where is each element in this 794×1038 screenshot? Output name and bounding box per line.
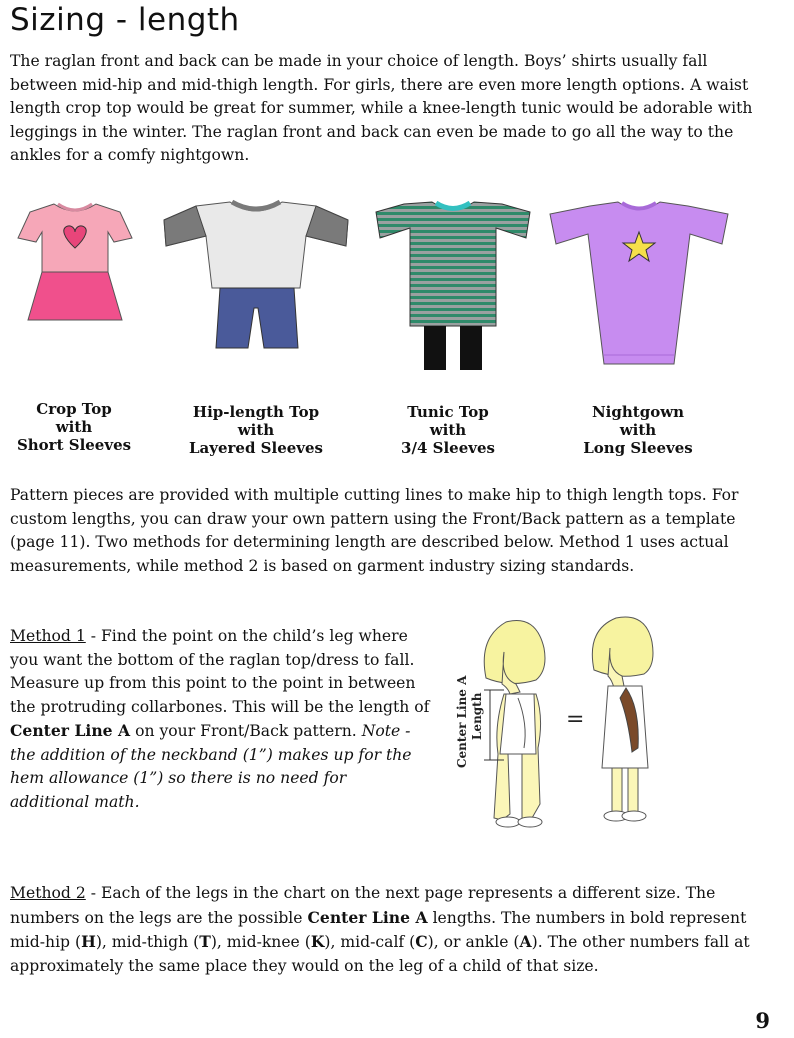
method1-center-line: Center Line A — [10, 721, 131, 740]
method1-text: on your Front/Back pattern. — [130, 722, 362, 740]
mid-knee-code: K — [310, 932, 325, 951]
method2-text: ), mid-calf ( — [324, 933, 416, 951]
page-title: Sizing - length — [10, 2, 240, 38]
method2-label: Method 2 — [10, 884, 86, 902]
nightgown-star-illustration — [548, 200, 730, 368]
method2-center-line: Center Line A — [307, 907, 428, 927]
caption-tunic-top — [378, 403, 518, 457]
caption-line: Nightgown — [591, 403, 685, 421]
cutting-lines-paragraph: Pattern pieces are provided with multiple cutting lines to make hip to thigh length tops. For custom lengths, you can draw your own pattern using the Front/Back pattern as a template (page 11). Two methods for determining length are described below. Method 1 uses actual measurements, while method 2 is based on garment industry sizing standards. — [10, 486, 739, 575]
method1-note: Note - the addition of the neckband (1”) makes up for the hem allowance (1”) so there is no need for additional math. — [10, 722, 412, 811]
method2-text: - Each of the legs in the chart on the next page represents a different size. The numbers on the legs are the possible — [10, 884, 716, 927]
caption-line: Long Sleeves — [583, 439, 693, 457]
mid-hip-code: H — [81, 932, 96, 951]
method1-label: Method 1 — [10, 627, 86, 645]
caption-hip-top — [171, 403, 341, 457]
caption-crop-top — [4, 400, 144, 454]
caption-line: with — [55, 418, 93, 436]
method2-text: ), mid-knee ( — [210, 933, 311, 951]
method2-text: ), mid-thigh ( — [95, 933, 200, 951]
caption-line: with — [429, 421, 467, 439]
child-measurement-diagram — [448, 608, 670, 834]
method1-paragraph — [10, 625, 430, 814]
caption-line: Tunic Top — [407, 403, 489, 421]
intro-paragraph: The raglan front and back can be made in your choice of length. Boys’ shirts usually fall between mid-hip and mid-thigh length. For girls, there are even more length options. A waist length crop top would be great for summer, while a knee-length tunic would be adorable with leggings in the winter. The raglan front and back can even be made to go all the way to the ankles for a comfy nightgown. — [10, 52, 753, 164]
method2-text: ). The other numbers fall at approximately the same place they would on the leg of a child of that size. — [10, 933, 750, 975]
caption-nightgown — [568, 403, 708, 457]
page-number: 9 — [755, 1008, 770, 1033]
striped-tunic-leggings-illustration — [374, 200, 532, 372]
mid-thigh-code: T — [199, 932, 211, 951]
caption-line: Short Sleeves — [16, 436, 132, 454]
caption-line: Crop Top — [36, 400, 112, 418]
ankle-code: A — [519, 932, 532, 951]
caption-line: Layered Sleeves — [188, 439, 323, 457]
hip-top-jeans-illustration — [162, 198, 350, 350]
crop-top-skirt-illustration — [14, 198, 136, 326]
caption-line: Hip-length Top — [192, 403, 320, 421]
caption-line: with — [237, 421, 275, 439]
caption-line: with — [619, 421, 657, 439]
center-line-label: Center Line A — [455, 675, 469, 768]
method1-text: - Find the point on the child’s leg where you want the bottom of the raglan top/dress to fall. Measure up from this point to the point in between the protruding collarbones. This will be the length of — [10, 627, 430, 716]
mid-calf-code: C — [415, 932, 428, 951]
method2-paragraph — [10, 882, 785, 978]
length-label: Length — [470, 692, 484, 740]
equals-sign: = — [566, 707, 585, 732]
method2-text: lengths. The numbers in bold represent mid-hip ( — [10, 908, 747, 951]
method2-text: ), or ankle ( — [427, 933, 520, 951]
caption-line: 3/4 Sleeves — [401, 439, 495, 457]
